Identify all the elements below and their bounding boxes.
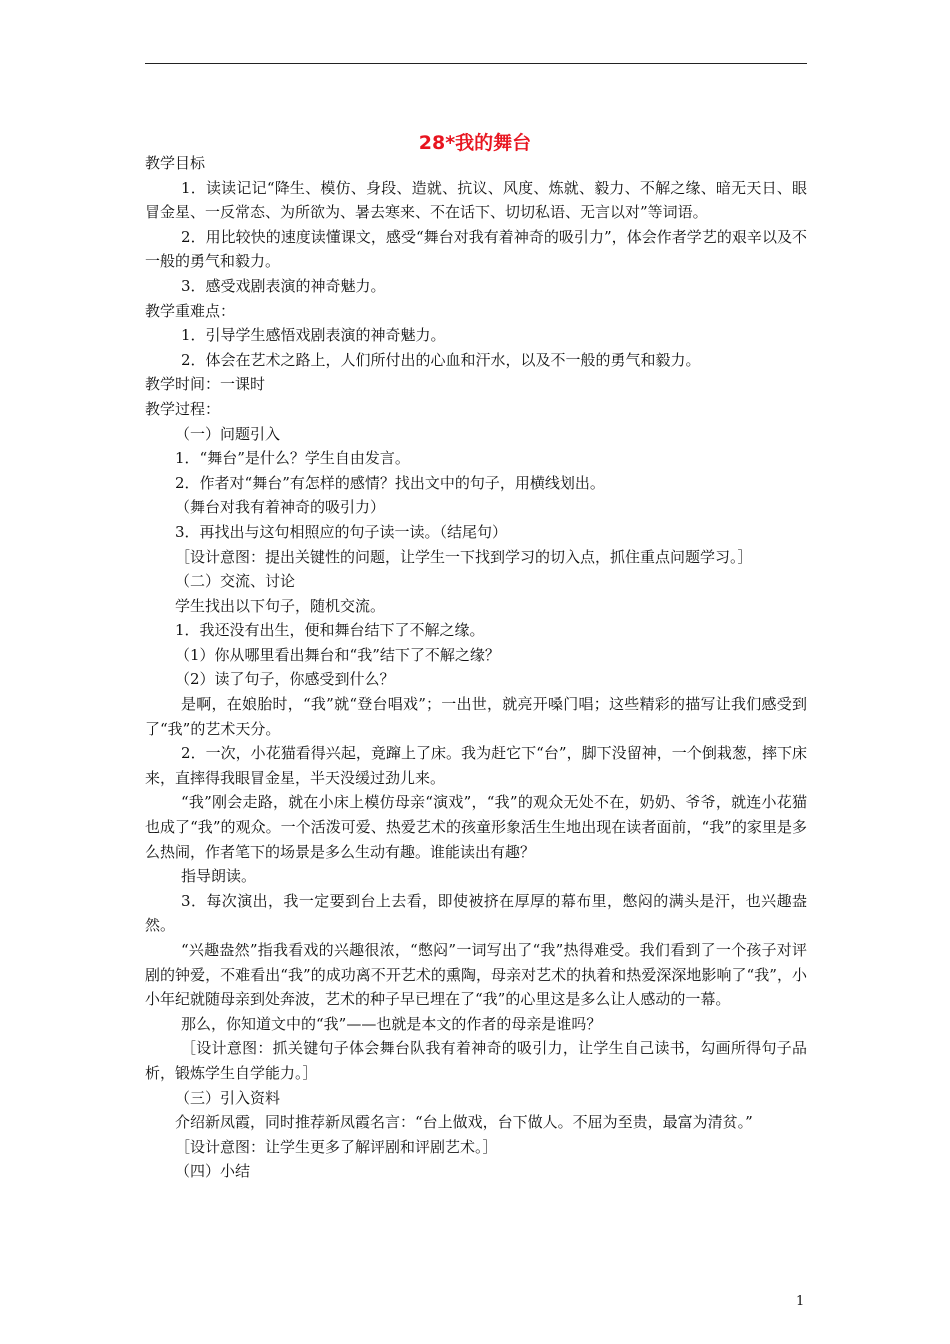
page-number: 1: [796, 1294, 805, 1309]
step-heading-1: （一）问题引入: [175, 424, 281, 443]
paragraph: 指导朗读。: [181, 867, 257, 886]
paragraph: “兴趣盎然”指我看戏的兴趣很浓，“憋闷”一词写出了“我”热得难受。我们看到了一个孩子对评剧的钟爱，不难看出“我”的成功离不开艺术的熏陶，母亲对艺术的执着和热爱深深地影响了“我”，小小年纪就随母亲到处奔波，艺术的种子早已埋在了“我”的心里这是多么让人感动的一幕。: [145, 941, 807, 1009]
document-title: 28*我的舞台: [418, 132, 532, 154]
paragraph: 那么，你知道文中的“我”——也就是本文的作者的母亲是谁吗？: [181, 1014, 602, 1033]
paragraph: 1．我还没有出生，便和舞台结下了不解之缘。: [175, 621, 485, 640]
header-rule: [145, 63, 807, 64]
design-note: ［设计意图：抓关键句子体会舞台队我有着神奇的吸引力，让学生自己读书，勾画所得句子品析，锻炼学生自学能力。］: [145, 1039, 807, 1082]
paragraph: 学生找出以下句子，随机交流。: [175, 596, 386, 615]
section-heading-objectives: 教学目标: [145, 154, 206, 172]
key-point-1: 1．引导学生感悟戏剧表演的神奇魅力。: [181, 326, 446, 345]
section-heading-key-points: 教学重难点：: [145, 301, 236, 320]
paragraph: 介绍新凤霞，同时推荐新凤霞名言：“台上做戏，台下做人。不屈为至贵，最富为清贫。”: [175, 1113, 753, 1132]
objective-1: 1．读读记记“降生、模仿、身段、造就、抗议、风度、炼就、毅力、不解之缘、暗无天日、眼冒金星、一反常态、为所欲为、暑去寒来、不在话下、切切私语、无言以对”等词语。: [145, 178, 807, 222]
key-point-2: 2．体会在艺术之路上，人们所付出的心血和汗水，以及不一般的勇气和毅力。: [181, 350, 701, 369]
paragraph: （舞台对我有着神奇的吸引力）: [175, 498, 386, 517]
document-body: [145, 151, 807, 1184]
paragraph: （2）读了句子，你感受到什么？: [175, 670, 395, 689]
step-heading-4: （四）小结: [175, 1162, 251, 1181]
section-heading-process: 教学过程：: [145, 399, 221, 418]
design-note: ［设计意图：让学生更多了解评剧和评剧艺术。］: [175, 1137, 498, 1156]
objective-2: 2．用比较快的速度读懂课文，感受“舞台对我有着神奇的吸引力”，体会作者学艺的艰辛以及不一般的勇气和毅力。: [145, 227, 807, 271]
objective-3: 3．感受戏剧表演的神奇魅力。: [181, 276, 386, 295]
step-heading-3: （三）引入资料: [175, 1088, 281, 1107]
paragraph: 2．作者对“舞台”有怎样的感情？找出文中的句子，用横线划出。: [175, 473, 605, 492]
paragraph: 3．每次演出，我一定要到台上去看，即使被挤在厚厚的幕布里，憋闷的满头是汗，也兴趣盎然。: [145, 891, 807, 935]
paragraph: 1．“舞台”是什么？学生自由发言。: [175, 449, 410, 468]
paragraph: （1）你从哪里看出舞台和“我”结下了不解之缘？: [175, 645, 500, 664]
paragraph: “我”刚会走路，就在小床上模仿母亲“演戏”，“我”的观众无处不在，奶奶、爷爷，就连小花猫也成了“我”的观众。一个活泼可爱、热爱艺术的孩童形象活生生地出现在读者面前，“我”的家里是多么热闹，作者笔下的场景是多么生动有趣。谁能读出有趣？: [145, 793, 807, 861]
step-heading-2: （二）交流、讨论: [175, 572, 296, 591]
paragraph: 2．一次，小花猫看得兴起，竟蹿上了床。我为赶它下“台”，脚下没留神，一个倒栽葱，摔下床来，直摔得我眼冒金星，半天没缓过劲儿来。: [145, 744, 807, 787]
paragraph: 是啊，在娘胎时，“我”就“登台唱戏”；一出世，就亮开嗓门唱；这些精彩的描写让我们感受到了“我”的艺术天分。: [145, 695, 807, 738]
design-note: ［设计意图：提出关键性的问题，让学生一下找到学习的切入点，抓住重点问题学习。］: [175, 547, 753, 566]
teaching-time: 教学时间：一课时: [145, 375, 266, 394]
paragraph: 3．再找出与这句相照应的句子读一读。（结尾句）: [175, 522, 508, 541]
